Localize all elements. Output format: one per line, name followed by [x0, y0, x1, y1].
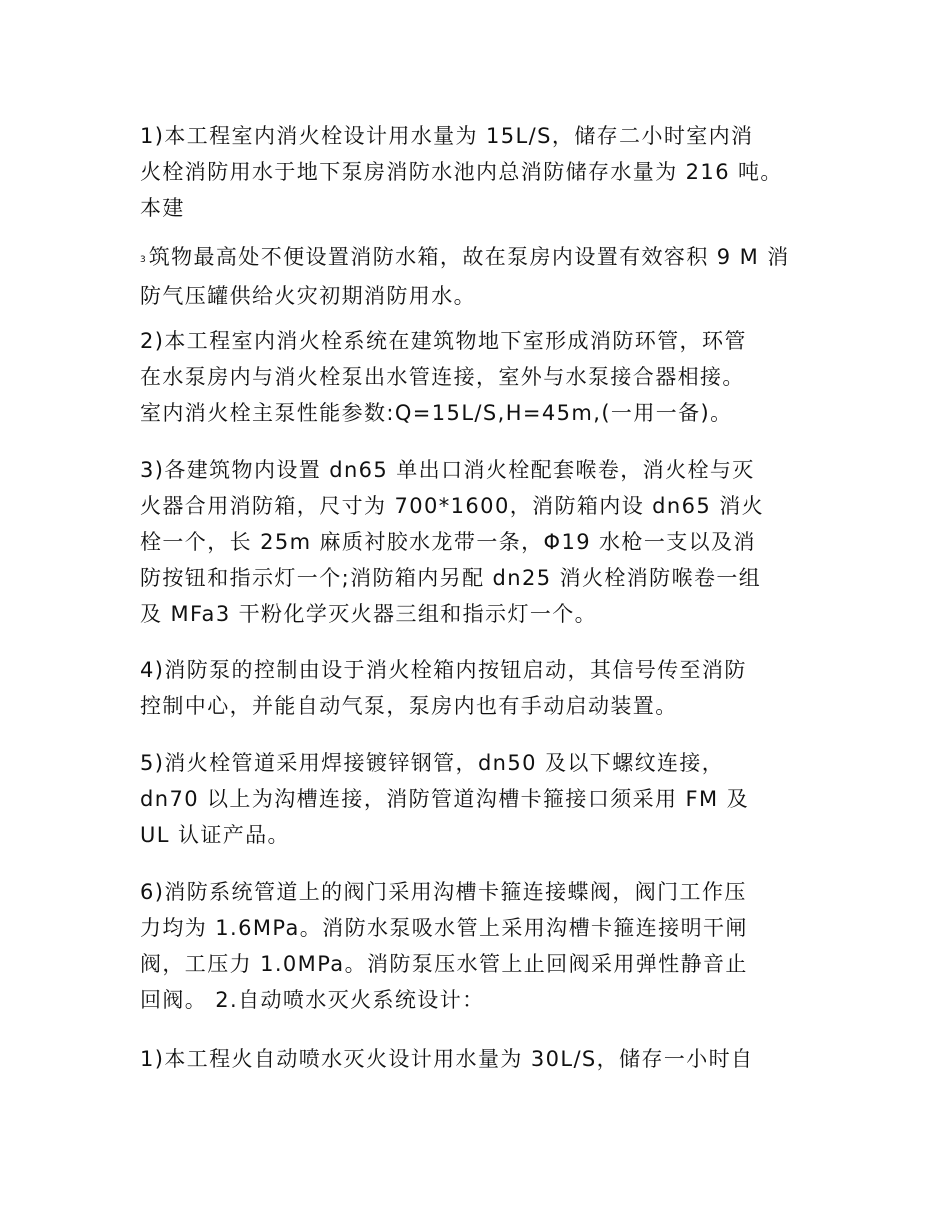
text-line: 2)本工程室内消火栓系统在建筑物地下室形成消防环管，环管	[140, 329, 747, 353]
text-line: 回阀。 2.自动喷水灭火系统设计：	[140, 988, 485, 1012]
paragraph-5	[140, 745, 820, 853]
paragraph-7	[140, 1041, 820, 1077]
superscript-mark: 3	[140, 255, 146, 265]
text-line: 1)本工程火自动喷水灭火设计用水量为 30L/S，储存一小时自	[140, 1047, 754, 1071]
text-line: 火栓消防用水于地下泵房消防水池内总消防储存水量为 216 吨。	[140, 160, 783, 184]
text-line: dn70 以上为沟槽连接，消防管道沟槽卡箍接口须采用 FM 及	[140, 787, 749, 811]
paragraph-2	[140, 323, 820, 431]
text-line: UL 认证产品。	[140, 823, 290, 847]
text-line: 在水泵房内与消火栓泵出水管连接，室外与水泵接合器相接。	[140, 365, 745, 389]
text-line: 室内消火栓主泵性能参数:Q=15L/S,H=45m,(一用一备)。	[140, 401, 733, 425]
text-line: 栓一个，长 25m 麻质衬胶水龙带一条，Φ19 水枪一支以及消	[140, 530, 756, 554]
paragraph-6	[140, 874, 820, 1018]
text-line: 控制中心，并能自动气泵，泵房内也有手动启动装置。	[140, 694, 678, 718]
text-line	[140, 239, 820, 278]
text-line: 阀，工压力 1.0MPa。消防泵压水管上止回阀采用弹性静音止	[140, 952, 748, 976]
text-line: 力均为 1.6MPa。消防水泵吸水管上采用沟槽卡箍连接明干闸	[140, 916, 748, 940]
text-line: 6)消防系统管道上的阀门采用沟槽卡箍连接蝶阀，阀门工作压	[140, 880, 747, 904]
text-line: 5)消火栓管道采用焊接镀锌钢管，dn50 及以下螺纹连接，	[140, 751, 725, 775]
paragraph-4	[140, 652, 820, 724]
text-line: 3)各建筑物内设置 dn65 单出口消火栓配套喉卷，消火栓与灭	[140, 458, 755, 482]
text-line: 及 MFa3 干粉化学灭火器三组和指示灯一个。	[140, 602, 598, 626]
text-line: 防按钮和指示灯一个;消防箱内另配 dn25 消火栓消防喉卷一组	[140, 566, 762, 590]
text-line: 本建	[140, 196, 185, 220]
text-line: 火器合用消防箱，尺寸为 700*1600，消防箱内设 dn65 消火	[140, 494, 765, 518]
paragraph-1	[140, 118, 820, 226]
paragraph-3	[140, 452, 820, 632]
text-line-content: 筑物最高处不便设置消防水箱，故在泵房内设置有效容积 9 M 消	[148, 245, 790, 269]
text-line: 4)消防泵的控制由设于消火栓箱内按钮启动，其信号传至消防	[140, 658, 747, 682]
text-line: 1)本工程室内消火栓设计用水量为 15L/S，储存二小时室内消	[140, 124, 754, 148]
paragraph-1-continued	[140, 239, 820, 314]
text-line: 防气压罐供给火灾初期消防用水。	[140, 284, 476, 308]
